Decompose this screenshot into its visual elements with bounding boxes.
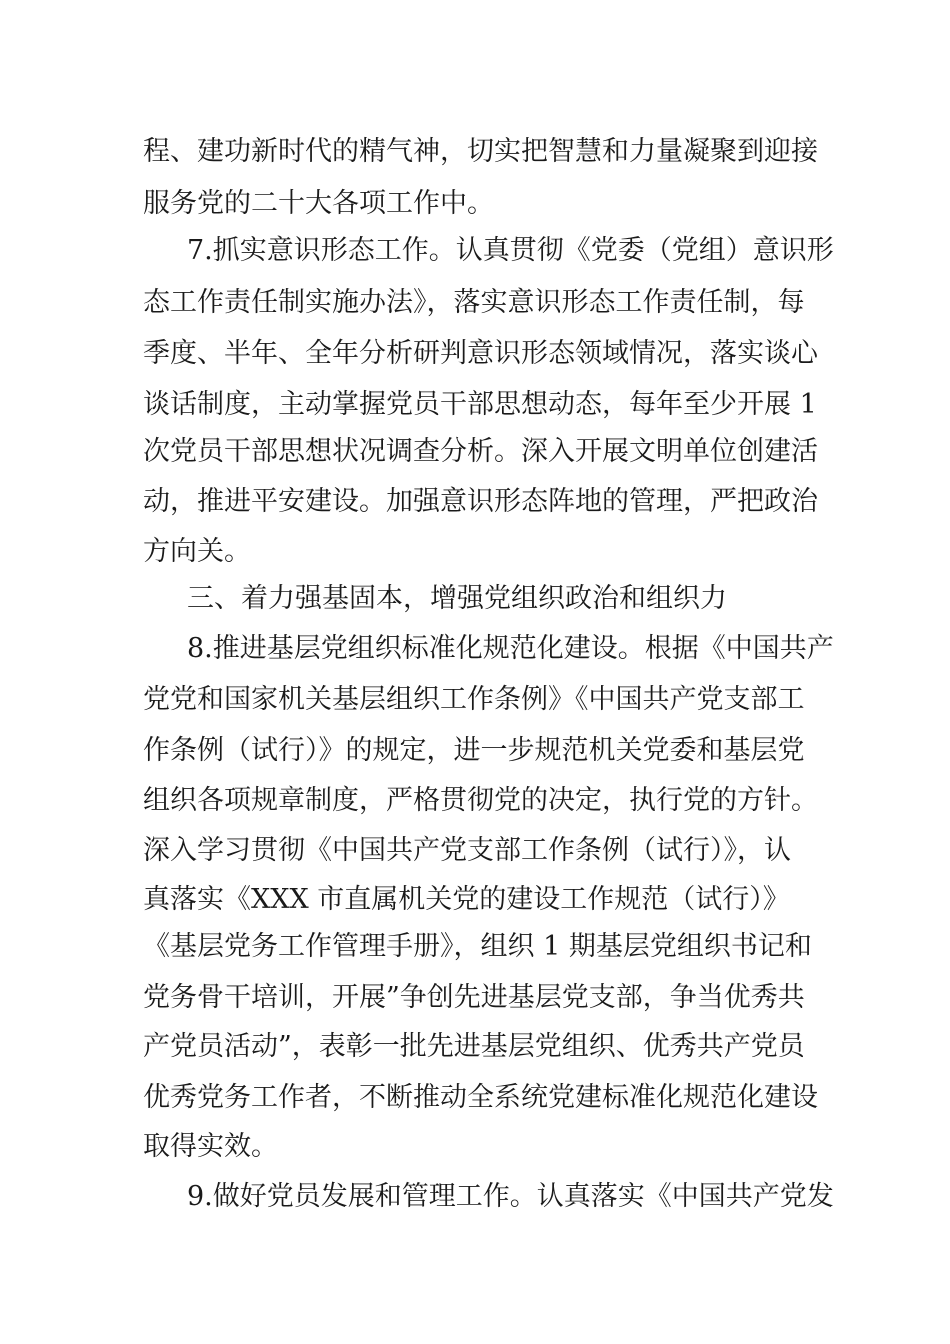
text-line: 作条例（试行）》的规定，进一步规范机关党委和基层党 [143, 735, 805, 766]
text-line: 组织各项规章制度，严格贯彻党的决定，执行党的方针。 [143, 785, 818, 816]
text-line: 优秀党务工作者，不断推动全系统党建标准化规范化建设 [143, 1082, 818, 1113]
text-line: 取得实效。 [143, 1131, 278, 1162]
text-line: 谈话制度，主动掌握党员干部思想动态，每年至少开展 1 [143, 389, 817, 420]
text-line: 真落实《XXX 市直属机关党的建设工作规范（试行）》 [143, 884, 790, 915]
text-line: 党党和国家机关基层组织工作条例》《中国共产党支部工 [143, 684, 805, 715]
text-line: 党务骨干培训，开展”争创先进基层党支部，争当优秀共 [143, 982, 805, 1013]
text-line: 《基层党务工作管理手册》，组织 1 期基层党组织书记和 [143, 931, 812, 962]
text-line: 服务党的二十大各项工作中。 [143, 188, 494, 219]
text-line: 程、建功新时代的精气神，切实把智慧和力量凝聚到迎接 [143, 136, 818, 167]
text-line: 季度、半年、全年分析研判意识形态领域情况，落实谈心 [143, 338, 818, 369]
text-line: 动，推进平安建设。加强意识形态阵地的管理，严把政治 [143, 486, 818, 517]
paragraph-9-start: 9.做好党员发展和管理工作。认真落实《中国共产党发 [187, 1181, 834, 1212]
paragraph-8-start: 8.推进基层党组织标准化规范化建设。根据《中国共产 [187, 633, 834, 664]
paragraph-7-start: 7.抓实意识形态工作。认真贯彻《党委（党组）意识形 [187, 235, 834, 266]
text-line: 态工作责任制实施办法》，落实意识形态工作责任制，每 [143, 287, 805, 318]
text-line: 深入学习贯彻《中国共产党支部工作条例（试行）》，认 [143, 835, 791, 866]
text-line: 方向关。 [143, 536, 251, 567]
text-line: 次党员干部思想状况调查分析。深入开展文明单位创建活 [143, 436, 818, 467]
section-heading: 三、着力强基固本，增强党组织政治和组织力 [187, 583, 727, 614]
text-line: 产党员活动”，表彰一批先进基层党组织、优秀共产党员 [143, 1031, 805, 1062]
